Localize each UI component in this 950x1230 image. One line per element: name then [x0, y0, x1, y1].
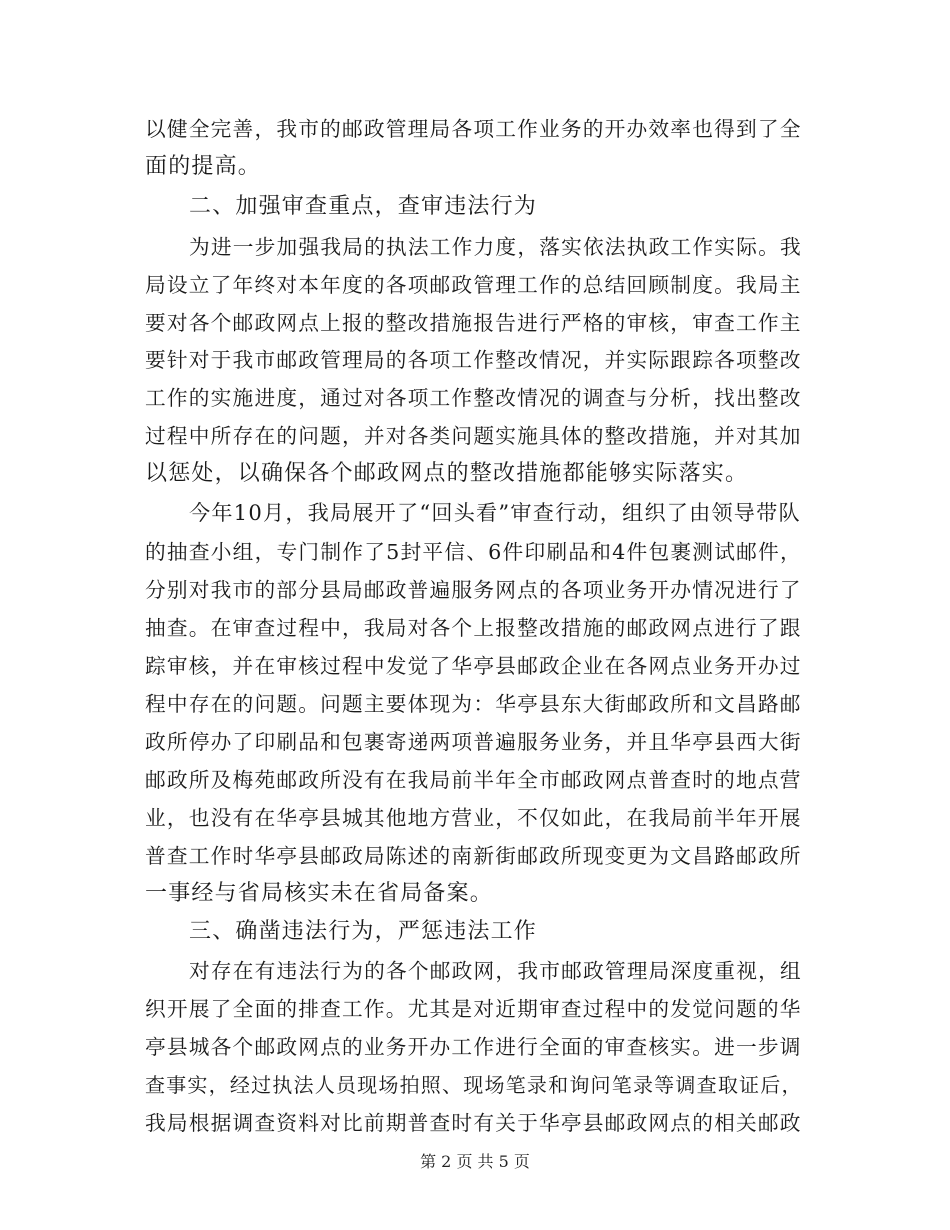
paragraph-line: 分别对我市的部分县局邮政普遍服务网点的各项业务开办情况进行了 [145, 578, 802, 602]
paragraph-line: 查事实，经过执法人员现场拍照、现场笔录和询问笔录等调查取证后， [145, 1073, 803, 1097]
paragraph-line: 为进一步加强我局的执法工作力度，落实依法执政工作实际。我 [189, 235, 802, 259]
paragraph-line: 以惩处，以确保各个邮政网点的整改措施都能够实际落实。 [145, 461, 749, 486]
paragraph-line: 普查工作时华亭县邮政局陈述的南新街邮政所现变更为文昌路邮政所 [145, 844, 802, 868]
paragraph-line: 过程中所存在的问题，并对各类问题实施具体的整改措施，并对其加 [145, 424, 802, 448]
paragraph-line: 要针对于我市邮政管理局的各项工作整改情况，并实际跟踪各项整改 [145, 348, 802, 372]
paragraph-line: 以健全完善，我市的邮政管理局各项工作业务的开办效率也得到了全 [145, 117, 802, 141]
paragraph-line: 局设立了年终对本年度的各项邮政管理工作的总结回顾制度。我局主 [145, 273, 802, 297]
paragraph-line: 我局根据调查资料对比前期普查时有关于华亭县邮政网点的相关邮政 [145, 1111, 802, 1135]
paragraph-line: 抽查。在审查过程中，我局对各个上报整改措施的邮政网点进行了跟 [145, 616, 802, 640]
paragraph-line: 工作的实施进度，通过对各项工作整改情况的调查与分析，找出整改 [145, 386, 802, 410]
paragraph-line: 程中存在的问题。问题主要体现为：华亭县东大街邮政所和文昌路邮 [145, 692, 802, 716]
paragraph-line: 政所停办了印刷品和包裹寄递两项普遍服务业务，并且华亭县西大街 [145, 730, 802, 754]
paragraph-line: 业，也没有在华亭县城其他地方营业，不仅如此，在我局前半年开展 [145, 806, 802, 830]
paragraph-line: 一事经与省局核实未在省局备案。 [145, 881, 494, 906]
paragraph-line: 今年10月，我局展开了“回头看”审查行动，组织了由领导带队 [189, 500, 801, 525]
section-heading: 二、加强审查重点，查审违法行为 [189, 194, 538, 219]
page-footer: 第 2 页 共 5 页 [420, 1152, 530, 1171]
paragraph-line: 亭县城各个邮政网点的业务开办工作进行全面的审查核实。进一步调 [145, 1035, 802, 1059]
paragraph-line: 对存在有违法行为的各个邮政网，我市邮政管理局深度重视，组 [189, 959, 802, 983]
paragraph-line: 的抽查小组，专门制作了5封平信、6件印刷品和4件包裹测试邮件， [145, 540, 802, 564]
paragraph-line: 面的提高。 [145, 154, 262, 179]
paragraph-line: 踪审核，并在审核过程中发觉了华亭县邮政企业在各网点业务开办过 [145, 654, 802, 678]
paragraph-line: 要对各个邮政网点上报的整改措施报告进行严格的审核，审查工作主 [145, 311, 802, 335]
section-heading: 三、确凿违法行为，严惩违法工作 [189, 919, 538, 944]
paragraph-line: 织开展了全面的排查工作。尤其是对近期审查过程中的发觉问题的华 [145, 997, 802, 1021]
paragraph-line: 邮政所及梅苑邮政所没有在我局前半年全市邮政网点普查时的地点营 [145, 768, 802, 792]
